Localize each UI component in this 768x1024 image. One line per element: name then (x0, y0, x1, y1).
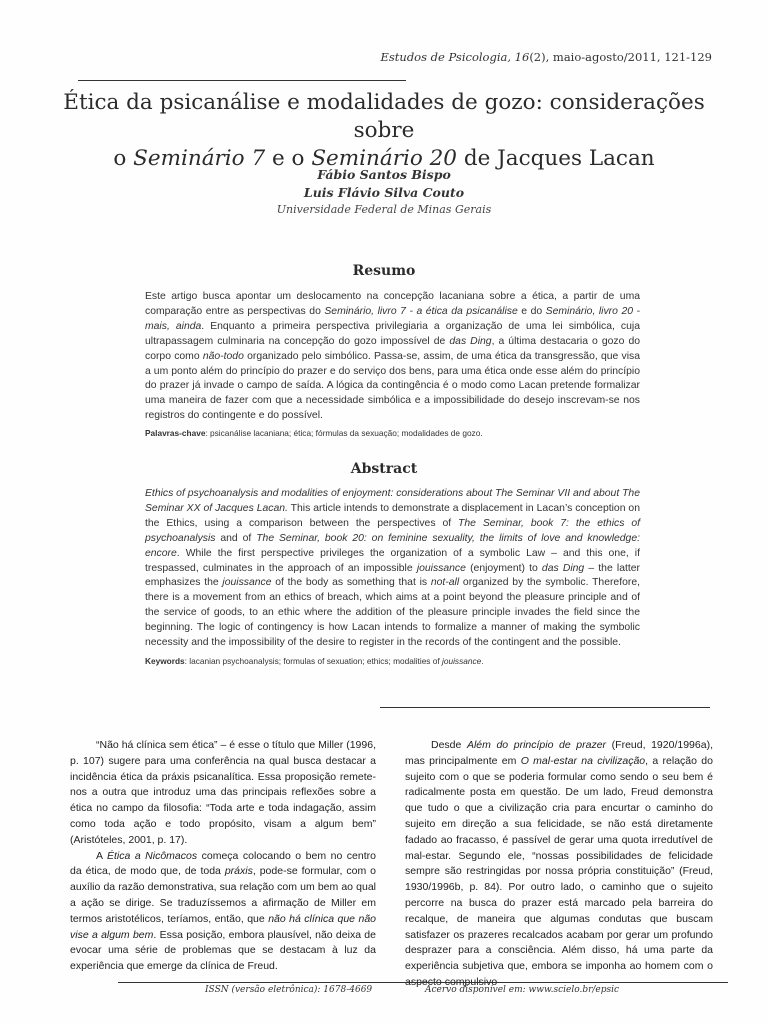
journal-volume: 16 (514, 50, 530, 64)
resumo-span: organizado pelo simbólico. Passa-se, assim, de uma ética da transgressão, que visa a um ponto além do princípio do prazer e do serviço dos bens, para uma ética onde esse além do princípio do prazer já invade o campo de saída. A lógica da contingência é o modo como Lacan pretende formalizar uma maneira de fazer com que a necessidade simbólica e a impossibilidade do desejo inscrevam-se nos registros do contingente e do possível. (145, 350, 640, 422)
palavras-chave-label: Palavras-chave (145, 428, 206, 438)
resumo-heading: Resumo (352, 263, 416, 279)
resumo-italic: não-todo (202, 350, 244, 362)
keywords-end: . (481, 656, 484, 666)
abstract-heading: Abstract (350, 461, 418, 477)
abstract-italic: jouissance (416, 562, 466, 574)
author-block (0, 166, 768, 217)
abstract-italic: The Seminar, book 7: the ethics of psychoanalysis (145, 517, 640, 544)
abstract-italic: not-all (430, 577, 460, 589)
title-text: o (113, 146, 134, 171)
body-span: , a relação do sujeito com o que se poderia formular como sendo o seu bem é radicalmente posta em questão. De um lado, Freud demonstra que tudo o que a civilização cria para encurtar o caminho do sujeito em direção a sua felicidade, se não está diretamente fadado ao fracasso, é passível de gerar uma quota irredutível de mal-estar. Segundo ele, “nossas possibilidades de felicidade sempre são restringidas por nossa própria constituição” (Freud, 1930/1996b, p. 84). Por outro lado, o caminho que o sujeito percorre na busca do prazer está marcado pela barreira do recalque, de maneira que algumas condutas que buscam satisfazer os prazeres recalcados acabam por gerar um profundo desprazer para a consciência. Além disso, há uma parte da experiência subjetiva que, embora se imponha ao homem com o aspecto compulsivo (405, 754, 713, 988)
title-seminar-20: Seminário 20 (311, 146, 457, 171)
palavras-chave-text: : psicanálise lacaniana; ética; fórmulas da sexuação; modalidades de gozo. (205, 428, 483, 438)
resumo-span: , a última destacaria o gozo do corpo como (145, 335, 640, 362)
title-line-1: Ética da psicanálise e modalidades de gozo: considerações sobre (63, 90, 705, 143)
footer-acervo-link[interactable]: Acervo disponível em: www.scielo.br/epsic (425, 985, 620, 995)
body-italic: Além do princípio de prazer (466, 739, 607, 751)
abstract-span: organized by the symbolic. Therefore, there is a movement from an ethics of breach, which aims at a point beyond the pleasure principle and of the service of goods, to an ethic where the addition of the pleasure principle invades the field since the beginning. The logic of contingency is how Lacan intends to formalize a manner of making the symbolic necessity and the impossibility of the desire to register in the records of the contingent and the possible. (145, 577, 640, 649)
body-italic: não há clínica que não vise a algum bem (70, 912, 376, 941)
body-italic: O mal-estar na civilização (520, 754, 646, 767)
body-span: , pode-se formular, com o auxílio da razão demonstrativa, sua relação com um bem ao qual a ação se dirige. Se traduzíssemos a afirmação de Miller em termos aristotélicos, teríamos, então, que (70, 865, 376, 925)
body-italic: práxis (224, 865, 253, 878)
journal-issue: (2) (529, 50, 546, 64)
footer-divider (118, 982, 728, 983)
resumo-italic: Seminário, livro 7 - a ética da psicanálise (324, 305, 518, 317)
footer-issn: ISSN (versão eletrônica): 1678-4669 (205, 985, 373, 995)
journal-citation (0, 50, 712, 64)
abstract-italic: jouissance (222, 577, 272, 589)
title-text: de Jacques Lacan (456, 146, 655, 171)
section-divider (380, 707, 710, 708)
article-title (40, 89, 728, 173)
body-column-right (405, 738, 713, 991)
resumo-span: . Enquanto a primeira perspectiva privilegiaria a organização de uma lei simbólica, cuja ultrapassagem culminaria na concepção do gozo impossível de (145, 320, 640, 347)
body-paragraph: “Não há clínica sem ética” – é esse o título que Miller (1996, p. 107) sugere para uma conferência na qual busca destacar a incidência ética da práxis psicanalítica. Essa proposição remete-nos a outra que introduz uma das principais reflexões sobre a ética no campo da filosofia: “Toda arte e toda indagação, assim como toda ação e todo propósito, visam a algum bem” (Aristóteles, 2001, p. 17). (70, 739, 376, 846)
body-column-left (70, 738, 376, 975)
author-name: Luis Flávio Silva Couto (303, 185, 465, 200)
palavras-chave (145, 428, 640, 439)
body-span: . Essa posição, embora plausível, não deixa de evocar uma série de problemas que se destacam à luz da experiência que emerge da clínica de Freud. (70, 928, 376, 973)
journal-period-pages: , maio-agosto/2011, 121-129 (545, 50, 712, 64)
title-text: e o (265, 146, 312, 171)
abstract-span: . While the first perspective privileges the organization of a symbolic Law – and this one, if trespassed, culminates in the approach of an impossible (145, 547, 640, 574)
resumo-span: e do (517, 305, 546, 317)
body-span: começa colocando o bem no centro da ética, de modo que, de toda (70, 849, 376, 878)
keywords-italic: jouissance (442, 656, 482, 666)
abstract-span: (enjoyment) to (465, 562, 542, 574)
abstract-span: and of (215, 532, 257, 544)
keywords-label: Keywords (145, 656, 185, 666)
body-paragraph (405, 738, 713, 991)
abstract-italic: The Seminar, book 20: on feminine sexuality, the limits of love and knowledge: encore (145, 532, 641, 559)
body-span: Desde (431, 739, 467, 751)
abstract-span: This article intends to demonstrate a displacement in Lacan’s conception on the Ethics, using a comparison between the perspectives of (145, 502, 640, 529)
author-name: Fábio Santos Bispo (317, 167, 451, 182)
resumo-span: Este artigo busca apontar um deslocamento na concepção lacaniana sobre a ética, a partir de uma comparação entre as perspectivas do (145, 291, 640, 317)
body-span: (Freud, 1920/1996a), mas principalmente em (405, 739, 713, 767)
header-divider (78, 80, 406, 81)
abstract-text (145, 487, 640, 651)
resumo-italic: Seminário, livro 20 - mais, ainda (145, 305, 640, 332)
abstract-span: of the body as something that is (271, 577, 431, 589)
abstract-italic: das Ding (541, 562, 585, 574)
body-span: A (96, 849, 107, 862)
abstract-title-italic: Ethics of psychoanalysis and modalities of enjoyment: considerations about The Seminar VII and about The Seminar XX of Jacques Lacan. (145, 488, 640, 514)
journal-name: Estudos de Psicologia, (380, 50, 512, 64)
body-paragraph (70, 849, 376, 975)
title-seminar-7: Seminário 7 (133, 146, 266, 171)
keywords (145, 656, 640, 667)
body-italic: Ética a Nicômacos (106, 849, 198, 862)
abstract-span: – the latter emphasizes the (145, 562, 640, 589)
resumo-italic: das Ding (449, 335, 492, 347)
keywords-text: : lacanian psychoanalysis; formulas of sexuation; ethics; modalities of (184, 656, 442, 666)
author-affiliation: Universidade Federal de Minas Gerais (276, 203, 492, 216)
resumo-text (145, 290, 640, 424)
